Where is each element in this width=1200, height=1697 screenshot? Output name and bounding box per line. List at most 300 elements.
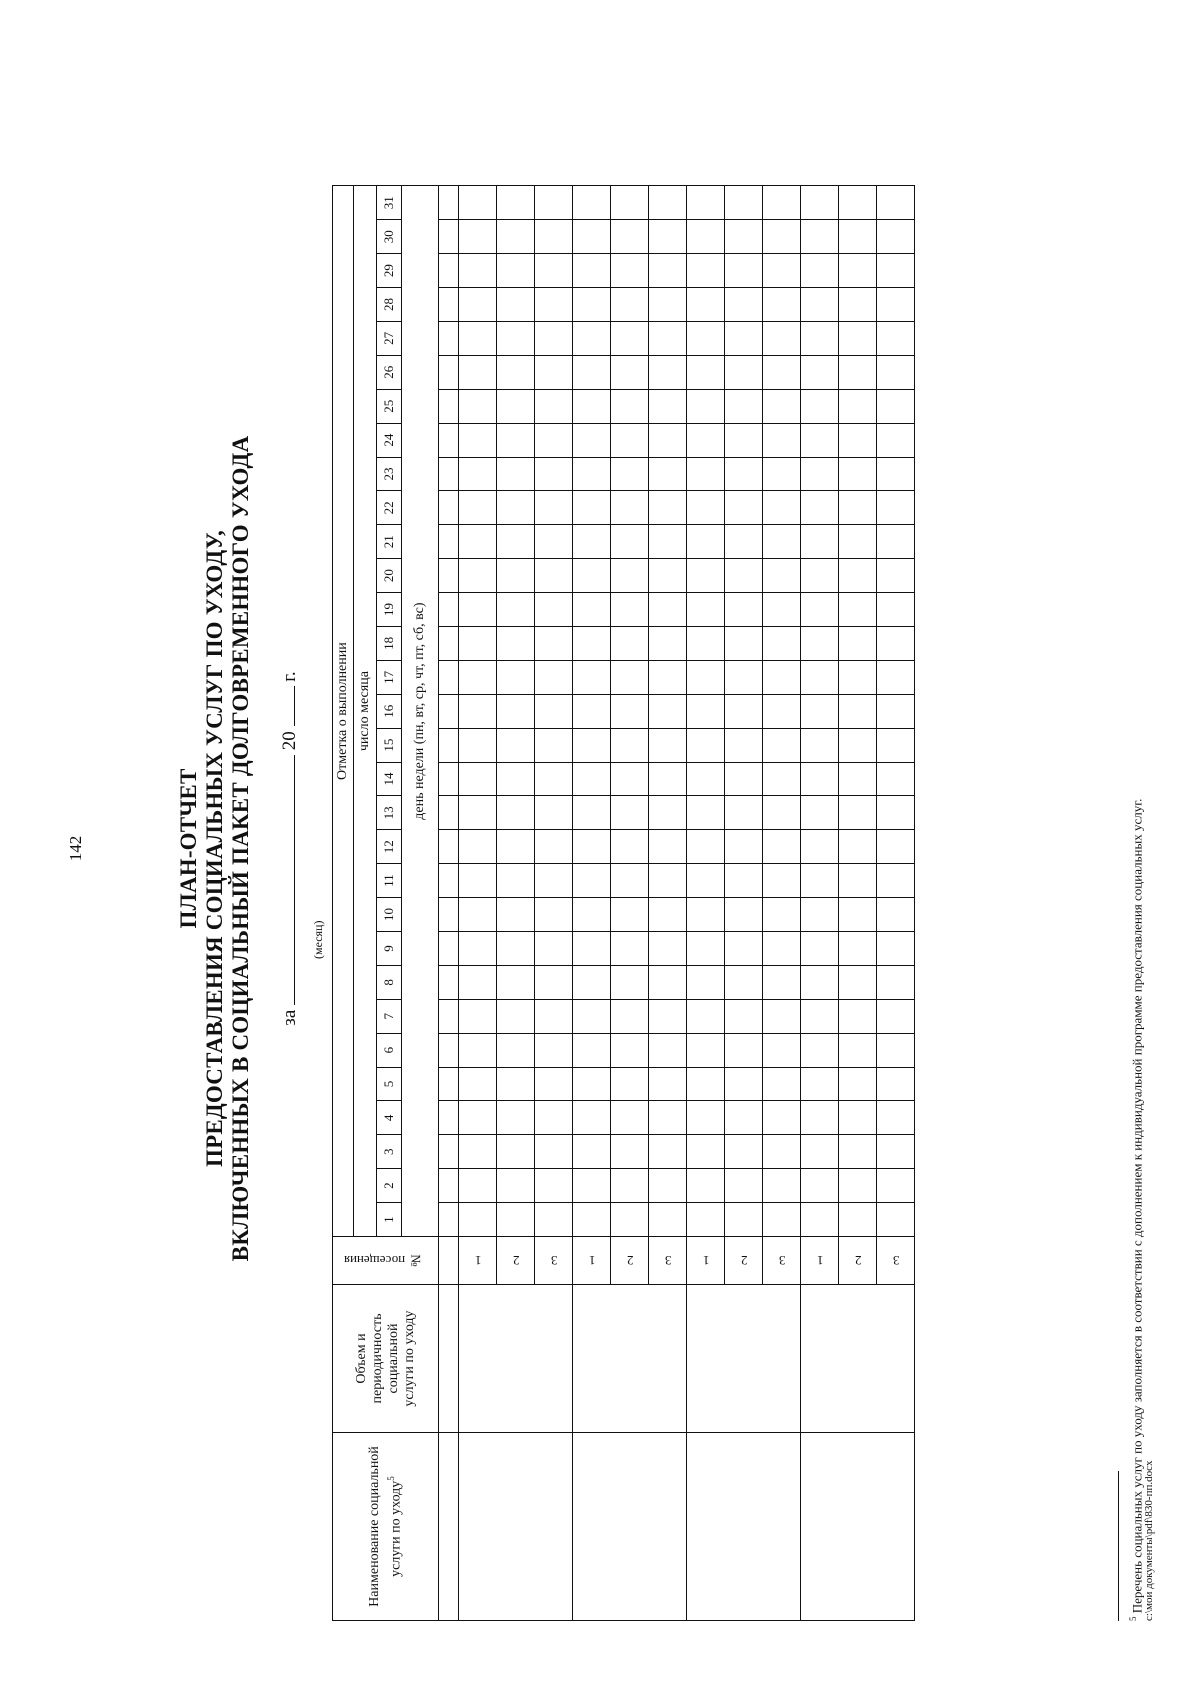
day-cell xyxy=(611,593,649,627)
day-cell xyxy=(763,186,801,220)
footnote-number: 5 xyxy=(1128,1616,1138,1621)
day-cell xyxy=(439,321,459,355)
day-cell xyxy=(839,626,877,660)
day-cell xyxy=(725,830,763,864)
day-cell xyxy=(649,423,687,457)
day-cell xyxy=(839,830,877,864)
day-cell xyxy=(459,288,497,322)
day-cell xyxy=(649,593,687,627)
day-cell xyxy=(763,965,801,999)
day-cell xyxy=(801,389,839,423)
day-cell xyxy=(497,1067,535,1101)
day-cell xyxy=(649,186,687,220)
day-number-cell: 2 xyxy=(377,1169,402,1203)
day-cell xyxy=(763,288,801,322)
day-cell xyxy=(649,626,687,660)
day-cell xyxy=(839,660,877,694)
footnote-separator xyxy=(1118,1471,1119,1621)
day-cell xyxy=(535,1033,573,1067)
day-cell xyxy=(649,491,687,525)
day-cell xyxy=(611,898,649,932)
day-cell xyxy=(687,1135,725,1169)
day-cell xyxy=(459,525,497,559)
day-cell xyxy=(763,321,801,355)
day-cell xyxy=(801,626,839,660)
day-cell xyxy=(459,491,497,525)
day-number-cell: 14 xyxy=(377,762,402,796)
visit-number-value: 2 xyxy=(741,1253,748,1269)
day-cell xyxy=(839,321,877,355)
day-number-cell: 18 xyxy=(377,626,402,660)
service-volume-cell xyxy=(459,1285,573,1433)
day-cell xyxy=(649,1067,687,1101)
day-cell xyxy=(763,355,801,389)
day-cell xyxy=(611,1203,649,1237)
visit-number-label: № посещения xyxy=(343,1253,424,1269)
visit-number-value: 1 xyxy=(475,1253,482,1269)
day-cell xyxy=(839,898,877,932)
day-cell xyxy=(611,491,649,525)
day-cell xyxy=(497,254,535,288)
day-cell xyxy=(459,762,497,796)
day-cell xyxy=(497,355,535,389)
visit-number-cell xyxy=(839,1237,877,1285)
day-cell xyxy=(573,660,611,694)
day-cell xyxy=(687,796,725,830)
day-cell xyxy=(611,796,649,830)
day-cell xyxy=(687,1101,725,1135)
day-cell xyxy=(763,830,801,864)
day-cell xyxy=(763,694,801,728)
day-cell xyxy=(649,898,687,932)
day-cell xyxy=(839,1101,877,1135)
day-cell xyxy=(649,830,687,864)
day-cell xyxy=(839,1203,877,1237)
day-cell xyxy=(801,694,839,728)
day-cell xyxy=(459,694,497,728)
day-cell xyxy=(649,457,687,491)
header-volume xyxy=(333,1285,439,1433)
visit-number-value: 3 xyxy=(779,1253,786,1269)
day-cell xyxy=(725,898,763,932)
day-cell xyxy=(439,525,459,559)
day-cell xyxy=(839,1135,877,1169)
day-cell xyxy=(535,999,573,1033)
day-cell xyxy=(687,626,725,660)
day-cell xyxy=(801,796,839,830)
day-cell xyxy=(687,1203,725,1237)
day-cell xyxy=(687,762,725,796)
day-cell xyxy=(763,525,801,559)
day-number-cell: 9 xyxy=(377,931,402,965)
visit-number-cell xyxy=(573,1237,611,1285)
day-cell xyxy=(725,1203,763,1237)
day-cell xyxy=(439,626,459,660)
day-cell xyxy=(459,321,497,355)
day-cell xyxy=(459,1169,497,1203)
day-cell xyxy=(801,999,839,1033)
volume-label: Объем и периодичность социальной услуги по уходу xyxy=(353,1310,417,1407)
day-cell xyxy=(649,660,687,694)
visit-number-value: 2 xyxy=(513,1253,520,1269)
day-cell xyxy=(839,1169,877,1203)
day-cell xyxy=(877,288,915,322)
day-number-cell: 13 xyxy=(377,796,402,830)
day-cell xyxy=(725,593,763,627)
day-cell xyxy=(573,1067,611,1101)
visit-row xyxy=(687,186,725,1621)
day-cell xyxy=(839,288,877,322)
day-cell xyxy=(535,288,573,322)
day-cell xyxy=(535,694,573,728)
volume-blank xyxy=(439,1285,459,1433)
visit-number-value: 3 xyxy=(665,1253,672,1269)
day-number-cell: 30 xyxy=(377,220,402,254)
day-cell xyxy=(535,728,573,762)
day-number-cell: 6 xyxy=(377,1033,402,1067)
day-cell xyxy=(801,491,839,525)
day-cell xyxy=(573,694,611,728)
day-cell xyxy=(649,559,687,593)
day-cell xyxy=(611,355,649,389)
header-row-1 xyxy=(333,186,354,1621)
day-cell xyxy=(611,728,649,762)
day-cell xyxy=(687,931,725,965)
service-name-cell xyxy=(801,1433,915,1621)
day-cell xyxy=(573,593,611,627)
day-cell xyxy=(763,762,801,796)
plan-report-table xyxy=(332,185,915,1621)
day-cell xyxy=(459,1101,497,1135)
day-cell xyxy=(497,593,535,627)
day-cell xyxy=(573,898,611,932)
day-cell xyxy=(535,660,573,694)
day-cell xyxy=(535,389,573,423)
visit-number-cell xyxy=(611,1237,649,1285)
day-cell xyxy=(649,1169,687,1203)
day-cell xyxy=(687,491,725,525)
period-prefix: за xyxy=(279,1009,300,1026)
visit-number-blank xyxy=(439,1237,459,1285)
day-cell xyxy=(801,1033,839,1067)
day-cell xyxy=(877,1101,915,1135)
title-line-3: ВКЛЮЧЕННЫХ В СОЦИАЛЬНЫЙ ПАКЕТ ДОЛГОВРЕМЕННОГО УХОДА xyxy=(228,435,253,1262)
day-cell xyxy=(877,559,915,593)
day-cell xyxy=(763,457,801,491)
visit-number-value: 2 xyxy=(855,1253,862,1269)
service-name-cell xyxy=(459,1433,573,1621)
service-name-label: Наименование социальной услуги по уходу xyxy=(366,1446,404,1607)
day-cell xyxy=(497,1203,535,1237)
day-cell xyxy=(611,626,649,660)
day-cell xyxy=(497,186,535,220)
day-cell xyxy=(573,355,611,389)
day-cell xyxy=(839,796,877,830)
day-cell xyxy=(877,999,915,1033)
day-number-cell: 27 xyxy=(377,321,402,355)
day-cell xyxy=(649,1203,687,1237)
day-cell xyxy=(687,559,725,593)
day-cell xyxy=(839,728,877,762)
day-cell xyxy=(459,423,497,457)
day-cell xyxy=(459,1067,497,1101)
day-cell xyxy=(573,1169,611,1203)
day-cell xyxy=(573,525,611,559)
day-cell xyxy=(611,1169,649,1203)
day-cell xyxy=(725,864,763,898)
day-cell xyxy=(535,1203,573,1237)
visit-number-value: 1 xyxy=(817,1253,824,1269)
day-cell xyxy=(535,220,573,254)
day-cell xyxy=(459,559,497,593)
day-cell xyxy=(573,220,611,254)
day-cell xyxy=(459,660,497,694)
day-cell xyxy=(801,1203,839,1237)
day-cell xyxy=(611,288,649,322)
day-cell xyxy=(497,694,535,728)
day-cell xyxy=(497,1101,535,1135)
day-number-cell: 5 xyxy=(377,1067,402,1101)
day-cell xyxy=(801,830,839,864)
day-cell xyxy=(573,728,611,762)
day-number-cell: 22 xyxy=(377,491,402,525)
day-cell xyxy=(877,593,915,627)
day-cell xyxy=(877,898,915,932)
day-cell xyxy=(687,694,725,728)
day-cell xyxy=(725,999,763,1033)
day-cell xyxy=(725,1135,763,1169)
day-cell xyxy=(611,254,649,288)
day-cell xyxy=(839,1067,877,1101)
day-cell xyxy=(877,1135,915,1169)
week-day-label: день недели (пн, вт, ср, чт, пт, сб, вс) xyxy=(412,602,427,820)
visit-number-cell xyxy=(497,1237,535,1285)
day-cell xyxy=(611,423,649,457)
day-cell xyxy=(725,288,763,322)
day-cell xyxy=(439,254,459,288)
day-cell xyxy=(535,931,573,965)
day-cell xyxy=(877,965,915,999)
day-cell xyxy=(687,999,725,1033)
day-cell xyxy=(439,898,459,932)
day-cell xyxy=(763,1135,801,1169)
day-cell xyxy=(573,1101,611,1135)
day-cell xyxy=(877,186,915,220)
header-service-name xyxy=(333,1433,439,1621)
year-suffix: г. xyxy=(279,671,300,682)
day-cell xyxy=(763,491,801,525)
day-cell xyxy=(573,389,611,423)
day-cell xyxy=(687,830,725,864)
day-cell xyxy=(497,1033,535,1067)
day-cell xyxy=(573,864,611,898)
day-cell xyxy=(497,1169,535,1203)
day-cell xyxy=(611,999,649,1033)
day-cell xyxy=(535,457,573,491)
empty-row xyxy=(439,186,459,1621)
service-volume-cell xyxy=(687,1285,801,1433)
day-cell xyxy=(497,491,535,525)
day-cell xyxy=(459,1135,497,1169)
day-number-cell: 20 xyxy=(377,559,402,593)
day-cell xyxy=(439,1033,459,1067)
day-cell xyxy=(839,999,877,1033)
day-cell xyxy=(801,525,839,559)
day-cell xyxy=(839,186,877,220)
day-cell xyxy=(877,762,915,796)
day-cell xyxy=(801,1101,839,1135)
day-cell xyxy=(459,220,497,254)
day-cell xyxy=(573,965,611,999)
day-cell xyxy=(497,423,535,457)
day-cell xyxy=(763,626,801,660)
day-cell xyxy=(649,355,687,389)
day-cell xyxy=(497,999,535,1033)
day-cell xyxy=(439,796,459,830)
day-cell xyxy=(439,1203,459,1237)
day-cell xyxy=(725,965,763,999)
day-cell xyxy=(877,728,915,762)
day-cell xyxy=(459,186,497,220)
day-cell xyxy=(573,762,611,796)
report-period xyxy=(279,0,301,1697)
day-cell xyxy=(439,593,459,627)
day-cell xyxy=(573,999,611,1033)
day-cell xyxy=(573,457,611,491)
day-cell xyxy=(687,321,725,355)
day-cell xyxy=(439,288,459,322)
day-cell xyxy=(439,220,459,254)
day-cell xyxy=(611,762,649,796)
day-cell xyxy=(459,999,497,1033)
day-cell xyxy=(459,965,497,999)
day-cell xyxy=(439,1067,459,1101)
day-cell xyxy=(687,965,725,999)
day-cell xyxy=(535,1169,573,1203)
day-cell xyxy=(439,559,459,593)
day-cell xyxy=(649,525,687,559)
day-cell xyxy=(763,220,801,254)
day-cell xyxy=(801,559,839,593)
day-cell xyxy=(725,694,763,728)
day-cell xyxy=(439,660,459,694)
day-cell xyxy=(687,186,725,220)
day-cell xyxy=(649,999,687,1033)
day-cell xyxy=(497,626,535,660)
day-cell xyxy=(611,1067,649,1101)
day-cell xyxy=(877,423,915,457)
day-cell xyxy=(497,1135,535,1169)
day-cell xyxy=(801,220,839,254)
day-number-cell: 11 xyxy=(377,864,402,898)
day-number-cell: 23 xyxy=(377,457,402,491)
day-cell xyxy=(801,288,839,322)
day-cell xyxy=(877,626,915,660)
day-cell xyxy=(877,830,915,864)
day-cell xyxy=(439,999,459,1033)
day-cell xyxy=(459,898,497,932)
day-cell xyxy=(725,1169,763,1203)
day-cell xyxy=(611,864,649,898)
visit-row xyxy=(801,186,839,1621)
day-cell xyxy=(839,457,877,491)
day-cell xyxy=(649,864,687,898)
day-cell xyxy=(573,559,611,593)
day-cell xyxy=(439,965,459,999)
day-cell xyxy=(839,491,877,525)
file-path: c:\мои документы\pdf\830-пп.docx xyxy=(1143,1460,1155,1621)
day-cell xyxy=(535,830,573,864)
month-day-label: число месяца xyxy=(357,671,372,752)
day-cell xyxy=(763,1033,801,1067)
day-cell xyxy=(725,220,763,254)
day-number-cell: 19 xyxy=(377,593,402,627)
day-cell xyxy=(687,864,725,898)
day-cell xyxy=(725,254,763,288)
day-cell xyxy=(497,728,535,762)
day-cell xyxy=(801,660,839,694)
day-cell xyxy=(725,1101,763,1135)
day-cell xyxy=(611,830,649,864)
day-cell xyxy=(649,1033,687,1067)
day-cell xyxy=(497,525,535,559)
day-cell xyxy=(839,931,877,965)
day-cell xyxy=(877,321,915,355)
day-cell xyxy=(573,626,611,660)
day-cell xyxy=(725,931,763,965)
day-cell xyxy=(725,457,763,491)
day-cell xyxy=(763,1203,801,1237)
day-cell xyxy=(877,796,915,830)
day-cell xyxy=(535,965,573,999)
day-cell xyxy=(839,389,877,423)
day-cell xyxy=(573,931,611,965)
day-cell xyxy=(877,355,915,389)
visit-number-cell xyxy=(801,1237,839,1285)
day-cell xyxy=(687,1169,725,1203)
visit-number-cell xyxy=(763,1237,801,1285)
day-cell xyxy=(535,593,573,627)
day-cell xyxy=(535,898,573,932)
day-cell xyxy=(439,864,459,898)
day-cell xyxy=(687,457,725,491)
day-cell xyxy=(763,559,801,593)
day-cell xyxy=(763,254,801,288)
day-cell xyxy=(839,423,877,457)
day-number-cell: 31 xyxy=(377,186,402,220)
day-cell xyxy=(573,830,611,864)
day-cell xyxy=(573,321,611,355)
day-cell xyxy=(649,1101,687,1135)
title-line-2: ПРЕДОСТАВЛЕНИЯ СОЦИАЛЬНЫХ УСЛУГ ПО УХОДУ, xyxy=(202,530,227,1167)
day-cell xyxy=(649,288,687,322)
day-cell xyxy=(459,931,497,965)
day-cell xyxy=(535,1135,573,1169)
day-cell xyxy=(839,694,877,728)
header-month-day xyxy=(354,186,377,1237)
day-cell xyxy=(763,1101,801,1135)
visit-number-cell xyxy=(725,1237,763,1285)
day-cell xyxy=(439,762,459,796)
day-cell xyxy=(439,694,459,728)
day-cell xyxy=(763,660,801,694)
day-cell xyxy=(725,1067,763,1101)
day-cell xyxy=(801,762,839,796)
header-completion-mark xyxy=(333,186,354,1237)
day-cell xyxy=(725,1033,763,1067)
day-cell xyxy=(497,389,535,423)
day-cell xyxy=(611,186,649,220)
